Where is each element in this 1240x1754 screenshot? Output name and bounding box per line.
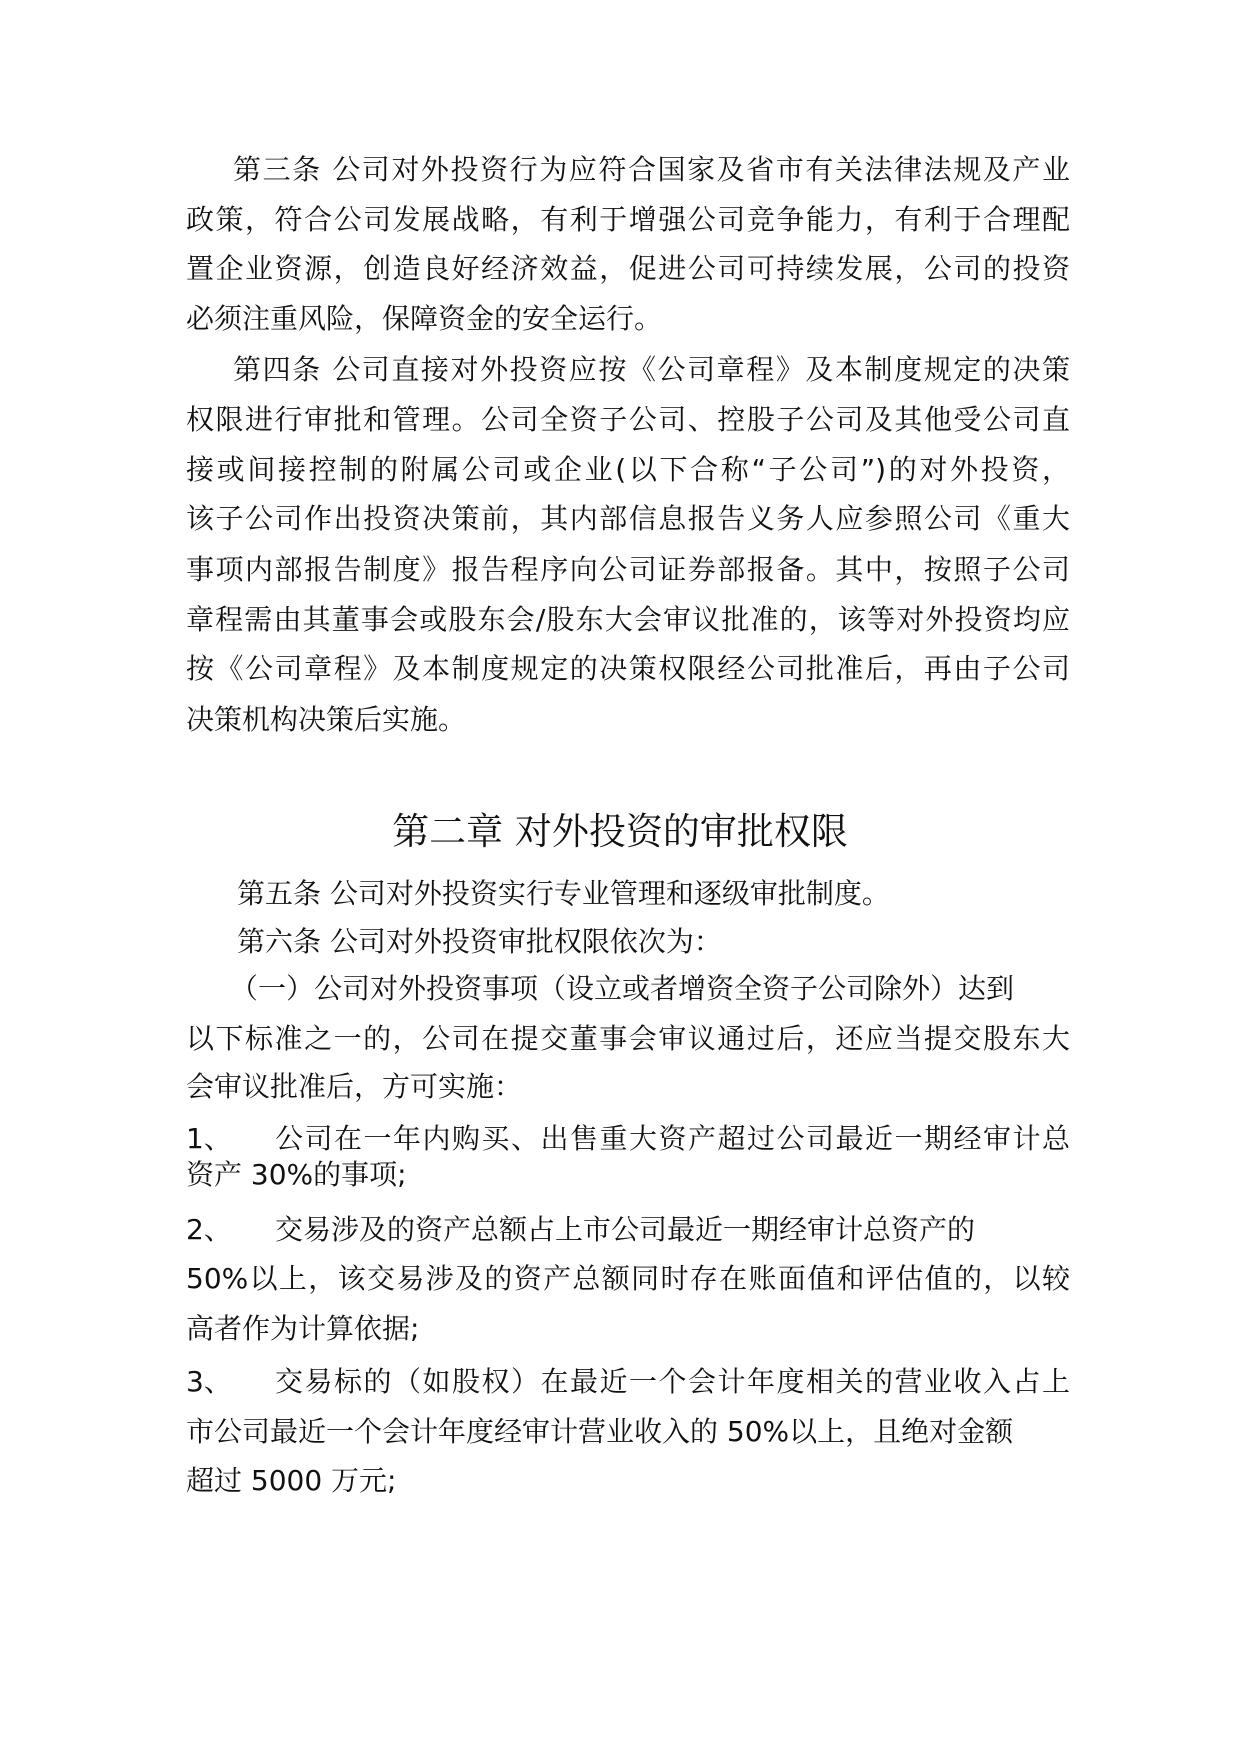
text-line: 该子公司作出投资决策前，其内部信息报告义务人应参照公司《重大 [186,503,1070,535]
text-line: 资产 30%的事项; [186,1158,407,1191]
text-line: 事项内部报告制度》报告程序向公司证券部报备。其中，按照子公司 [186,554,1070,586]
text-line: 高者作为计算依据; [186,1312,420,1345]
text-line: 第三条 公司对外投资行为应符合国家及省市有关法律法规及产业 [233,154,1070,186]
text-line: 权限进行审批和管理。公司全资子公司、控股子公司及其他受公司直 [186,404,1070,436]
item-number: 1、 [186,1122,232,1155]
text-line: 政策，符合公司发展战略，有利于增强公司竞争能力，有利于合理配 [186,204,1070,236]
text-line: 交易涉及的资产总额占上市公司最近一期经审计总资产的 [275,1213,976,1246]
article-5: 第五条 公司对外投资实行专业管理和逐级审批制度。 [237,877,890,910]
item-number: 3、 [186,1365,232,1398]
text-line: 市公司最近一个会计年度经审计营业收入的 50%以上，且绝对金额 [186,1415,1014,1448]
text-line: 以下标准之一的，公司在提交董事会审议通过后，还应当提交股东大 [186,1023,1070,1055]
item-number: 2、 [186,1213,232,1246]
text-line: 交易标的（如股权）在最近一个会计年度相关的营业收入占上 [275,1366,1070,1398]
text-line: 公司在一年内购买、出售重大资产超过公司最近一期经审计总 [275,1123,1070,1155]
chapter-title: 第二章 对外投资的审批权限 [392,810,848,853]
text-line: 接或间接控制的附属公司或企业(以下合称“子公司”)的对外投资， [186,454,1070,486]
text-line: 超过 5000 万元; [186,1464,397,1497]
text-line: 第四条 公司直接对外投资应按《公司章程》及本制度规定的决策 [233,354,1070,386]
article-6: 第六条 公司对外投资审批权限依次为： [237,925,722,958]
text-line: 置企业资源，创造良好经济效益，促进公司可持续发展，公司的投资 [186,253,1070,285]
text-line: 必须注重风险，保障资金的安全运行。 [186,302,663,335]
text-line: 按《公司章程》及本制度规定的决策权限经公司批准后，再由子公司 [186,653,1070,685]
text-line: 会审议批准后，方可实施： [186,1070,523,1103]
text-line: （一）公司对外投资事项（设立或者增资全资子公司除外）达到 [230,972,1015,1005]
text-line: 章程需由其董事会或股东会/股东大会审议批准的，该等对外投资均应 [186,604,1070,636]
text-line: 决策机构决策后实施。 [186,703,467,736]
text-line: 50%以上，该交易涉及的资产总额同时存在账面值和评估值的，以较 [186,1263,1070,1295]
